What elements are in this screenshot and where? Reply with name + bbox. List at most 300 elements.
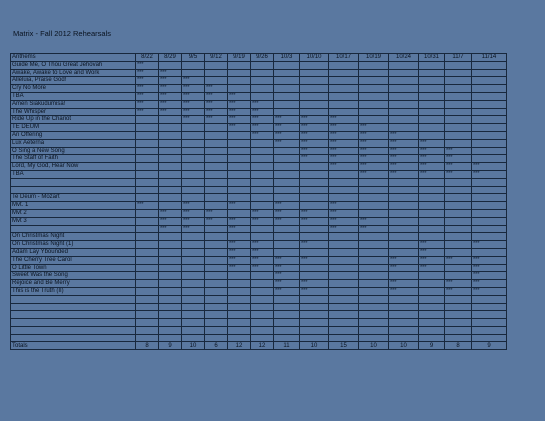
rehearsal-cell: *** — [472, 272, 507, 280]
rehearsal-cell — [329, 194, 359, 202]
anthem-name — [11, 303, 136, 311]
rehearsal-cell — [159, 287, 182, 295]
rehearsal-cell — [182, 241, 205, 249]
rehearsal-cell — [182, 139, 205, 147]
rehearsal-cell — [182, 334, 205, 342]
table-row — [11, 334, 507, 342]
rehearsal-cell — [205, 319, 228, 327]
rehearsal-cell — [205, 178, 228, 186]
rehearsal-cell: *** — [136, 108, 159, 116]
rehearsal-cell — [300, 272, 329, 280]
rehearsal-cell: *** — [274, 217, 300, 225]
table-row — [11, 287, 507, 295]
rehearsal-cell — [251, 295, 274, 303]
rehearsal-cell — [205, 303, 228, 311]
rehearsal-cell — [419, 100, 445, 108]
anthem-name — [11, 319, 136, 327]
rehearsal-cell — [389, 77, 419, 85]
rehearsal-cell — [472, 124, 507, 132]
rehearsal-cell: *** — [228, 225, 251, 233]
rehearsal-cell — [182, 287, 205, 295]
rehearsal-cell — [472, 319, 507, 327]
rehearsal-cell — [419, 61, 445, 69]
rehearsal-cell — [159, 178, 182, 186]
rehearsal-cell — [359, 186, 389, 194]
rehearsal-cell — [359, 92, 389, 100]
rehearsal-cell — [472, 147, 507, 155]
rehearsal-cell — [251, 139, 274, 147]
anthem-name — [11, 334, 136, 342]
rehearsal-cell: *** — [300, 155, 329, 163]
rehearsal-cell — [445, 334, 472, 342]
rehearsal-cell: *** — [359, 170, 389, 178]
rehearsal-cell — [300, 69, 329, 77]
rehearsal-cell — [274, 108, 300, 116]
rehearsal-cell: *** — [159, 209, 182, 217]
table-row — [11, 131, 507, 139]
rehearsal-cell — [472, 139, 507, 147]
rehearsal-cell — [445, 202, 472, 210]
rehearsal-cell — [359, 116, 389, 124]
rehearsal-cell: *** — [389, 163, 419, 171]
rehearsal-cell — [419, 108, 445, 116]
rehearsal-cell: *** — [136, 92, 159, 100]
rehearsal-cell — [136, 311, 159, 319]
rehearsal-cell: *** — [228, 256, 251, 264]
rehearsal-cell — [159, 116, 182, 124]
rehearsal-cell — [205, 264, 228, 272]
header-date: 8/29 — [159, 54, 182, 62]
rehearsal-cell — [274, 334, 300, 342]
table-row — [11, 61, 507, 69]
rehearsal-cell — [389, 311, 419, 319]
rehearsal-cell — [228, 194, 251, 202]
rehearsal-cell — [182, 280, 205, 288]
rehearsal-cell: *** — [300, 124, 329, 132]
rehearsal-cell — [389, 69, 419, 77]
rehearsal-cell — [136, 194, 159, 202]
rehearsal-cell: *** — [274, 209, 300, 217]
rehearsal-cell — [300, 170, 329, 178]
rehearsal-cell: *** — [389, 147, 419, 155]
rehearsal-cell: *** — [359, 155, 389, 163]
anthem-name: On Christmas Night (1) — [11, 241, 136, 249]
rehearsal-cell — [136, 264, 159, 272]
rehearsal-cell — [329, 311, 359, 319]
rehearsal-cell — [419, 209, 445, 217]
rehearsal-cell — [300, 77, 329, 85]
header-date: 10/17 — [329, 54, 359, 62]
rehearsal-cell: *** — [300, 209, 329, 217]
rehearsal-cell — [136, 147, 159, 155]
rehearsal-cell — [445, 225, 472, 233]
rehearsal-cell — [419, 303, 445, 311]
total-value: 6 — [205, 342, 228, 350]
rehearsal-cell — [359, 209, 389, 217]
rehearsal-cell — [359, 287, 389, 295]
header-date: 9/26 — [251, 54, 274, 62]
rehearsal-cell — [182, 147, 205, 155]
rehearsal-cell: *** — [389, 264, 419, 272]
rehearsal-cell: *** — [472, 170, 507, 178]
table-row — [11, 139, 507, 147]
rehearsal-cell — [329, 334, 359, 342]
rehearsal-cell — [329, 233, 359, 241]
rehearsal-cell — [159, 139, 182, 147]
rehearsal-cell — [445, 311, 472, 319]
rehearsal-cell — [329, 100, 359, 108]
rehearsal-cell — [159, 170, 182, 178]
rehearsal-cell — [329, 77, 359, 85]
rehearsal-cell — [228, 69, 251, 77]
rehearsal-cell — [136, 155, 159, 163]
rehearsal-cell: *** — [419, 256, 445, 264]
rehearsal-cell — [359, 241, 389, 249]
rehearsal-cell: *** — [205, 209, 228, 217]
header-date: 11/7 — [445, 54, 472, 62]
rehearsal-cell: *** — [251, 217, 274, 225]
rehearsal-cell — [274, 85, 300, 93]
anthem-name: Sweet Was the Song — [11, 272, 136, 280]
rehearsal-cell — [182, 186, 205, 194]
rehearsal-cell — [300, 295, 329, 303]
rehearsal-cell — [251, 61, 274, 69]
rehearsal-cell — [300, 186, 329, 194]
rehearsal-cell — [389, 272, 419, 280]
rehearsal-cell — [205, 131, 228, 139]
rehearsal-cell — [472, 248, 507, 256]
rehearsal-cell — [159, 155, 182, 163]
rehearsal-cell — [300, 303, 329, 311]
rehearsal-cell: *** — [329, 131, 359, 139]
rehearsal-cell — [251, 326, 274, 334]
rehearsal-cell — [445, 303, 472, 311]
rehearsal-cell — [445, 272, 472, 280]
rehearsal-cell — [389, 100, 419, 108]
rehearsal-cell — [228, 287, 251, 295]
rehearsal-cell: *** — [445, 280, 472, 288]
rehearsal-cell: *** — [182, 217, 205, 225]
rehearsal-cell: *** — [136, 100, 159, 108]
anthem-name: Amen Siakudumisa! — [11, 100, 136, 108]
rehearsal-cell: *** — [472, 280, 507, 288]
rehearsal-cell: *** — [274, 264, 300, 272]
rehearsal-cell: *** — [228, 248, 251, 256]
rehearsal-cell — [329, 61, 359, 69]
rehearsal-cell — [359, 256, 389, 264]
rehearsal-cell — [419, 326, 445, 334]
rehearsal-cell: *** — [300, 280, 329, 288]
anthem-name — [11, 326, 136, 334]
rehearsal-cell — [472, 92, 507, 100]
rehearsal-cell — [136, 334, 159, 342]
rehearsal-cell — [251, 178, 274, 186]
rehearsal-cell — [182, 233, 205, 241]
rehearsal-cell — [205, 334, 228, 342]
rehearsal-cell — [359, 100, 389, 108]
rehearsal-cell — [300, 311, 329, 319]
rehearsal-cell — [329, 287, 359, 295]
rehearsal-cell: *** — [359, 139, 389, 147]
rehearsal-cell — [182, 326, 205, 334]
rehearsal-cell — [182, 264, 205, 272]
rehearsal-cell — [136, 287, 159, 295]
rehearsal-cell: *** — [159, 108, 182, 116]
rehearsal-cell — [205, 233, 228, 241]
table-row — [11, 241, 507, 249]
table-row — [11, 69, 507, 77]
rehearsal-cell: *** — [300, 217, 329, 225]
rehearsal-cell — [445, 233, 472, 241]
rehearsal-cell — [359, 178, 389, 186]
rehearsal-cell — [472, 116, 507, 124]
rehearsal-cell — [389, 108, 419, 116]
rehearsal-cell — [389, 202, 419, 210]
rehearsal-cell — [136, 280, 159, 288]
rehearsal-cell: *** — [274, 139, 300, 147]
rehearsal-cell — [389, 233, 419, 241]
rehearsal-cell: *** — [205, 108, 228, 116]
rehearsal-cell — [136, 124, 159, 132]
rehearsal-cell: *** — [159, 69, 182, 77]
rehearsal-cell — [300, 326, 329, 334]
table-row — [11, 272, 507, 280]
rehearsal-cell: *** — [389, 170, 419, 178]
rehearsal-cell: *** — [389, 256, 419, 264]
rehearsal-cell — [389, 295, 419, 303]
rehearsal-cell: *** — [329, 225, 359, 233]
rehearsal-cell: *** — [182, 77, 205, 85]
rehearsal-cell — [419, 69, 445, 77]
rehearsal-cell — [228, 139, 251, 147]
anthem-name: Alleluia, Praise God! — [11, 77, 136, 85]
rehearsal-cell — [159, 202, 182, 210]
rehearsal-cell — [251, 77, 274, 85]
rehearsal-cell — [182, 256, 205, 264]
rehearsal-cell: *** — [274, 280, 300, 288]
rehearsal-cell: *** — [182, 92, 205, 100]
rehearsal-cell — [251, 163, 274, 171]
rehearsal-cell — [419, 287, 445, 295]
rehearsal-cell — [359, 264, 389, 272]
rehearsal-cell — [419, 311, 445, 319]
rehearsal-cell: *** — [159, 225, 182, 233]
table-row — [11, 124, 507, 132]
rehearsal-cell — [274, 69, 300, 77]
rehearsal-cell: *** — [300, 116, 329, 124]
rehearsal-cell — [300, 178, 329, 186]
rehearsal-cell — [389, 241, 419, 249]
rehearsal-cell — [300, 61, 329, 69]
rehearsal-cell: *** — [300, 147, 329, 155]
rehearsal-cell — [251, 170, 274, 178]
anthem-name: Adam Lay Ybounded — [11, 248, 136, 256]
rehearsal-cell — [182, 272, 205, 280]
rehearsal-cell: *** — [472, 264, 507, 272]
rehearsal-cell — [136, 233, 159, 241]
rehearsal-cell: *** — [300, 139, 329, 147]
rehearsal-cell: *** — [251, 100, 274, 108]
rehearsal-cell — [159, 326, 182, 334]
rehearsal-cell — [359, 194, 389, 202]
rehearsal-cell: *** — [445, 287, 472, 295]
rehearsal-cell: *** — [445, 170, 472, 178]
rehearsal-cell: *** — [389, 287, 419, 295]
anthem-name: The Whisper — [11, 108, 136, 116]
rehearsal-cell — [251, 233, 274, 241]
rehearsal-cell — [300, 202, 329, 210]
rehearsal-cell — [228, 163, 251, 171]
rehearsal-cell — [205, 311, 228, 319]
rehearsal-cell — [136, 272, 159, 280]
rehearsal-cell: *** — [251, 131, 274, 139]
rehearsal-cell — [389, 178, 419, 186]
rehearsal-cell — [136, 163, 159, 171]
rehearsal-cell — [182, 319, 205, 327]
rehearsal-cell: *** — [329, 147, 359, 155]
rehearsal-cell — [205, 186, 228, 194]
rehearsal-cell — [445, 77, 472, 85]
rehearsal-cell: *** — [182, 225, 205, 233]
rehearsal-cell — [159, 186, 182, 194]
rehearsal-cell — [182, 131, 205, 139]
rehearsal-cell — [274, 61, 300, 69]
table-row — [11, 311, 507, 319]
table-row — [11, 295, 507, 303]
rehearsal-cell — [251, 311, 274, 319]
rehearsal-cell: *** — [251, 264, 274, 272]
rehearsal-cell — [274, 147, 300, 155]
rehearsal-cell — [472, 100, 507, 108]
rehearsal-cell — [182, 124, 205, 132]
rehearsal-cell — [228, 295, 251, 303]
rehearsal-cell — [329, 248, 359, 256]
rehearsal-cell — [445, 186, 472, 194]
rehearsal-cell — [329, 272, 359, 280]
rehearsal-cell: *** — [251, 241, 274, 249]
rehearsal-cell — [136, 241, 159, 249]
header-date: 10/19 — [359, 54, 389, 62]
header-row — [11, 54, 507, 62]
rehearsal-cell: *** — [472, 256, 507, 264]
rehearsal-cell — [445, 124, 472, 132]
rehearsal-cell — [136, 116, 159, 124]
rehearsal-cell — [205, 69, 228, 77]
rehearsal-cell — [445, 248, 472, 256]
rehearsal-cell: *** — [445, 256, 472, 264]
rehearsal-cell — [445, 108, 472, 116]
rehearsal-cell — [359, 233, 389, 241]
rehearsal-cell: *** — [329, 116, 359, 124]
rehearsal-cell — [472, 233, 507, 241]
rehearsal-cell — [274, 311, 300, 319]
rehearsal-cell — [329, 170, 359, 178]
rehearsal-cell — [472, 131, 507, 139]
total-value: 10 — [359, 342, 389, 350]
rehearsal-cell: *** — [228, 124, 251, 132]
rehearsal-cell — [205, 139, 228, 147]
table-row — [11, 202, 507, 210]
rehearsal-cell: *** — [274, 256, 300, 264]
rehearsal-cell — [472, 209, 507, 217]
rehearsal-cell: *** — [274, 202, 300, 210]
rehearsal-cell — [159, 311, 182, 319]
table-row — [11, 280, 507, 288]
rehearsal-cell — [329, 280, 359, 288]
rehearsal-cell — [472, 334, 507, 342]
rehearsal-cell — [445, 217, 472, 225]
rehearsal-cell: *** — [300, 241, 329, 249]
rehearsal-cell — [359, 77, 389, 85]
rehearsal-cell — [419, 272, 445, 280]
rehearsal-cell — [389, 85, 419, 93]
rehearsal-cell — [472, 202, 507, 210]
rehearsal-cell — [251, 202, 274, 210]
rehearsal-cell: *** — [329, 124, 359, 132]
rehearsal-cell — [472, 186, 507, 194]
total-value: 9 — [159, 342, 182, 350]
rehearsal-cell — [228, 233, 251, 241]
table-row — [11, 77, 507, 85]
rehearsal-cell — [300, 194, 329, 202]
rehearsal-cell: *** — [182, 100, 205, 108]
rehearsal-cell: *** — [419, 139, 445, 147]
rehearsal-cell — [359, 295, 389, 303]
rehearsal-cell — [205, 147, 228, 155]
rehearsal-cell — [228, 186, 251, 194]
table-row — [11, 186, 507, 194]
rehearsal-cell — [419, 334, 445, 342]
rehearsal-cell — [274, 225, 300, 233]
rehearsal-cell: *** — [228, 241, 251, 249]
table-row — [11, 248, 507, 256]
rehearsal-cell: *** — [251, 256, 274, 264]
rehearsal-cell — [205, 256, 228, 264]
rehearsal-cell — [205, 326, 228, 334]
rehearsal-cell — [182, 295, 205, 303]
anthem-name: The Cherry Tree Carol — [11, 256, 136, 264]
rehearsal-cell — [205, 241, 228, 249]
rehearsal-cell: *** — [329, 163, 359, 171]
rehearsal-cell: *** — [359, 217, 389, 225]
rehearsal-cell — [389, 217, 419, 225]
rehearsal-cell — [359, 326, 389, 334]
rehearsal-cell — [251, 147, 274, 155]
rehearsal-cell: *** — [329, 209, 359, 217]
rehearsal-cell: *** — [274, 116, 300, 124]
rehearsal-cell — [389, 209, 419, 217]
rehearsal-cell — [329, 256, 359, 264]
rehearsal-cell — [445, 295, 472, 303]
rehearsal-cell — [274, 163, 300, 171]
table-row — [11, 225, 507, 233]
rehearsal-cell — [389, 116, 419, 124]
header-date: 10/24 — [389, 54, 419, 62]
anthem-name: Te Deum - Mozart — [11, 194, 136, 202]
rehearsal-cell — [205, 170, 228, 178]
rehearsal-cell — [472, 77, 507, 85]
anthem-name: Mvt 3 — [11, 217, 136, 225]
rehearsal-cell — [300, 108, 329, 116]
rehearsal-cell — [389, 319, 419, 327]
rehearsal-cell — [329, 178, 359, 186]
totals-row — [11, 342, 507, 350]
rehearsal-cell — [251, 225, 274, 233]
table-row — [11, 209, 507, 217]
table-row — [11, 163, 507, 171]
rehearsal-cell — [472, 295, 507, 303]
rehearsal-cell: *** — [359, 163, 389, 171]
